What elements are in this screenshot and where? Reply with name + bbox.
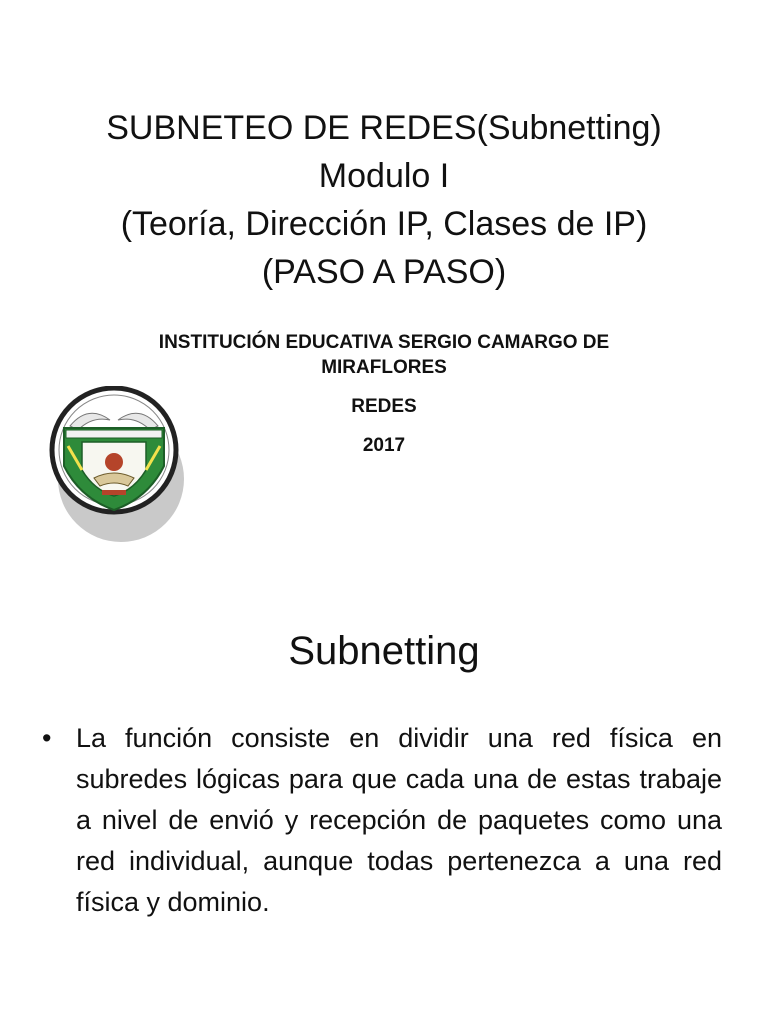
title-line: Modulo I bbox=[318, 157, 450, 195]
slide-heading: Subnetting bbox=[288, 629, 480, 673]
school-logo bbox=[48, 386, 184, 546]
title-line: (PASO A PASO) bbox=[261, 253, 507, 291]
title-line: SUBNETEO DE REDES(Subnetting) bbox=[106, 109, 662, 147]
bullet-text: La función consiste en dividir una red física en subredes lógicas para que cada una de estas trabaje a nivel de envió y recepción de paquetes como una red individual, aunque todas pertenezca a una red física y dominio. bbox=[76, 723, 722, 917]
slide-subtitle bbox=[100, 330, 668, 458]
list-item bbox=[40, 718, 722, 923]
institution-name: INSTITUCIÓN EDUCATIVA SERGIO CAMARGO DE MIRAFLORES bbox=[158, 332, 610, 378]
bullet-dot: • bbox=[42, 723, 52, 753]
bullet-list bbox=[40, 718, 722, 923]
slide-title-heading bbox=[0, 104, 768, 296]
title-line: (Teoría, Dirección IP, Clases de IP) bbox=[120, 205, 648, 243]
subject-label: REDES bbox=[351, 396, 417, 417]
school-crest-icon bbox=[48, 386, 184, 522]
slide-content bbox=[0, 560, 768, 1024]
year-label: 2017 bbox=[362, 435, 406, 456]
